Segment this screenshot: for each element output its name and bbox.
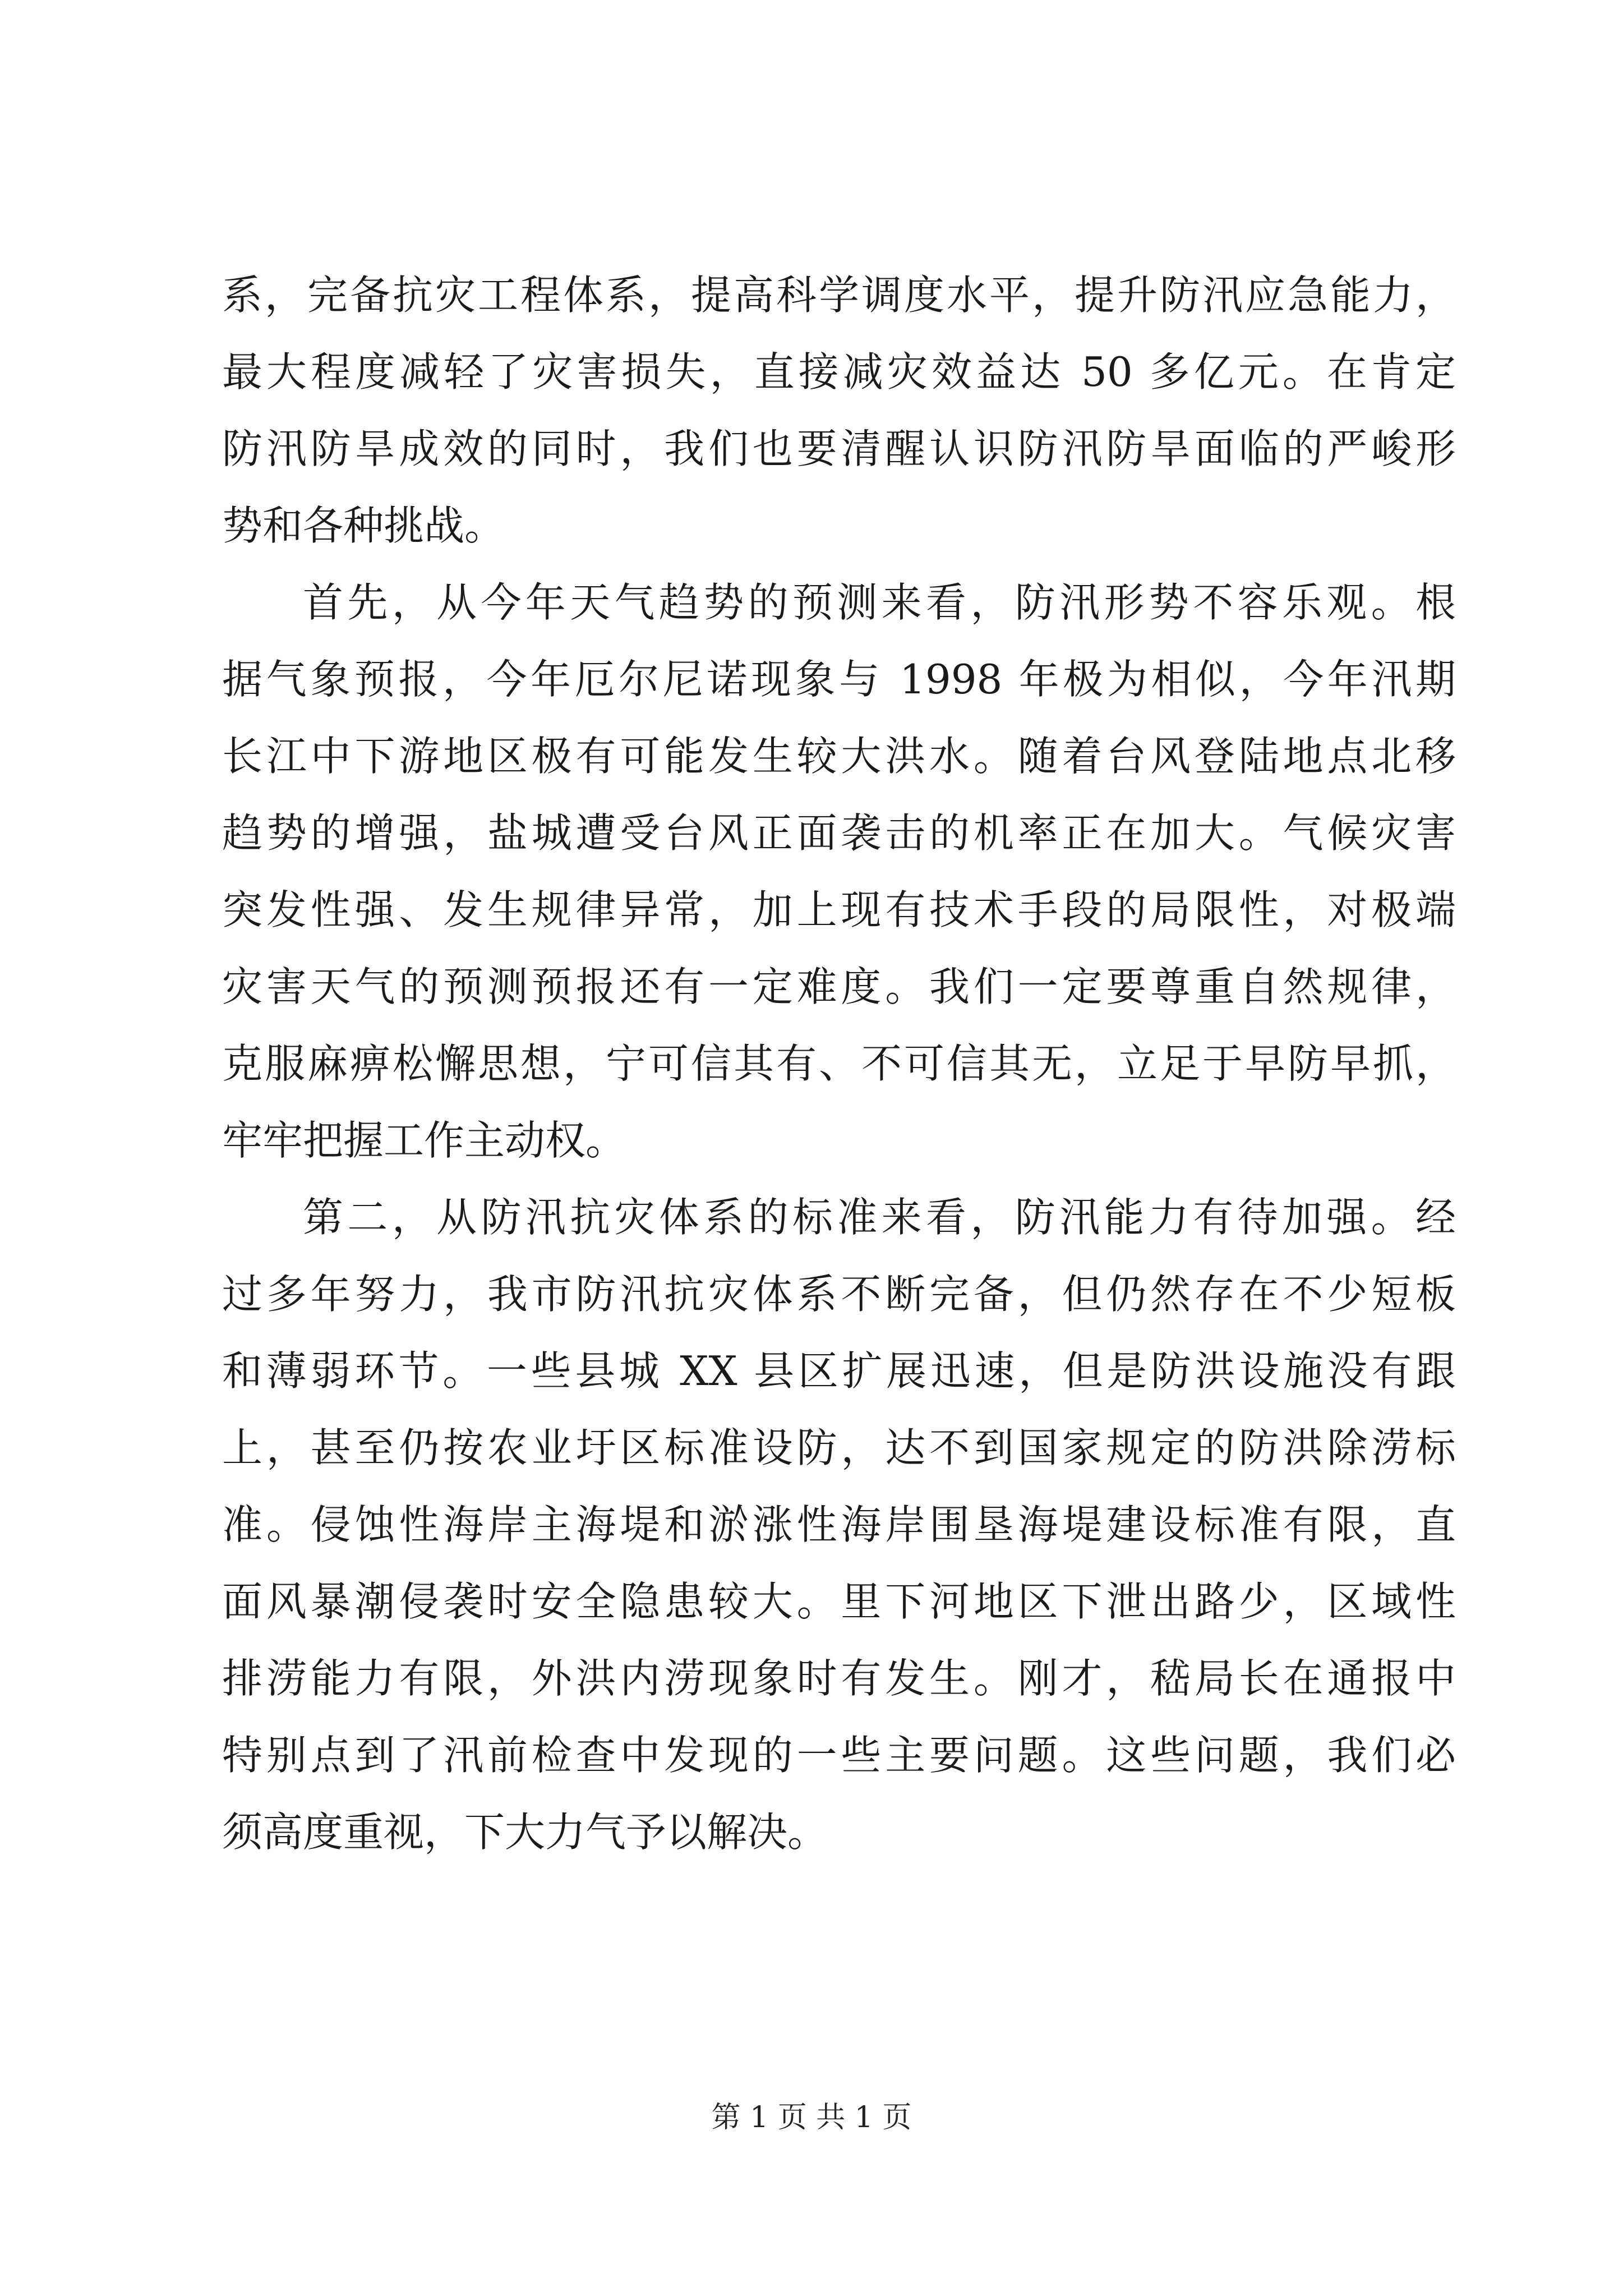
paragraph-1-line-1: 首先，从今年天气趋势的预测来看，防汛形势不容乐观。根 [303, 579, 1456, 626]
paragraph-2-line-5: 准。侵蚀性海岸主海堤和淤涨性海岸围垦海堤建设标准有限，直 [222, 1501, 1456, 1548]
paragraph-2-line-8: 特别点到了汛前检查中发现的一些主要问题。这些问题，我们必 [222, 1732, 1456, 1779]
paragraph-2-line-2: 过多年努力，我市防汛抗灾体系不断完备，但仍然存在不少短板 [222, 1271, 1456, 1318]
paragraph-2-line-4: 上，甚至仍按农业圩区标准设防，达不到国家规定的防洪除涝标 [222, 1424, 1456, 1471]
paragraph-2-line-6: 面风暴潮侵袭时安全隐患较大。里下河地区下泄出路少，区域性 [222, 1578, 1456, 1625]
paragraph-1-line-8: 牢牢把握工作主动权。 [222, 1117, 626, 1164]
paragraph-2-line-1: 第二，从防汛抗灾体系的标准来看，防汛能力有待加强。经 [303, 1194, 1456, 1241]
text-line-4: 势和各种挑战。 [222, 502, 505, 549]
text-line-1: 系，完备抗灾工程体系，提高科学调度水平，提升防汛应急能力， [222, 272, 1456, 319]
paragraph-2-line-3: 和薄弱环节。一些县城 XX 县区扩展迅速，但是防洪设施没有跟 [222, 1347, 1456, 1395]
page-footer: 第 1 页 共 1 页 [711, 2101, 912, 2134]
paragraph-1-line-3: 长江中下游地区极有可能发生较大洪水。随着台风登陆地点北移 [222, 733, 1456, 780]
paragraph-1-line-7: 克服麻痹松懈思想，宁可信其有、不可信其无，立足于早防早抓， [222, 1040, 1456, 1087]
paragraph-1-line-4: 趋势的增强，盐城遭受台风正面袭击的机率正在加大。气候灾害 [222, 809, 1456, 857]
paragraph-1-line-2: 据气象预报，今年厄尔尼诺现象与 1998 年极为相似，今年汛期 [222, 656, 1456, 703]
paragraph-1-line-6: 灾害天气的预测预报还有一定难度。我们一定要尊重自然规律， [222, 963, 1456, 1010]
paragraph-2-line-7: 排涝能力有限，外洪内涝现象时有发生。刚才，嵇局长在通报中 [222, 1655, 1456, 1702]
paragraph-2-line-9: 须高度重视，下大力气予以解决。 [222, 1809, 828, 1856]
paragraph-1-line-5: 突发性强、发生规律异常，加上现有技术手段的局限性，对极端 [222, 886, 1456, 933]
text-line-3: 防汛防旱成效的同时，我们也要清醒认识防汛防旱面临的严峻形 [222, 425, 1456, 472]
text-line-2: 最大程度减轻了灾害损失，直接减灾效益达 50 多亿元。在肯定 [222, 348, 1456, 395]
